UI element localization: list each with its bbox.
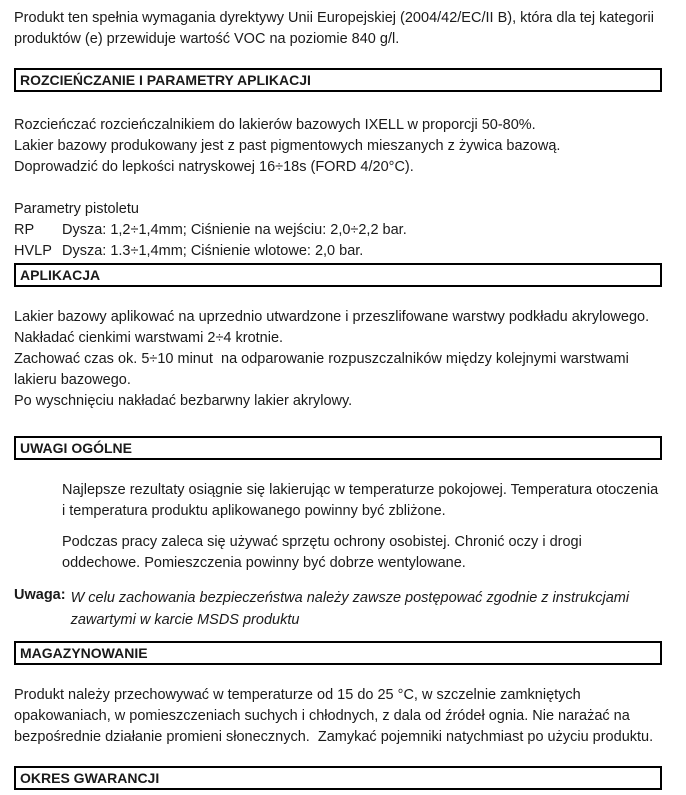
gun-type-label: RP (14, 222, 35, 238)
section-header-magazynowanie: MAGAZYNOWANIE (14, 641, 662, 665)
gun-type-value: Dysza: 1.3÷1,4mm; Ciśnienie wlotowe: 2,0 bar. (62, 243, 364, 259)
section-header-uwagi-ogolne: UWAGI OGÓLNE (14, 436, 662, 460)
general-notes-paragraph: Podczas pracy zaleca się używać sprzętu ochrony osobistej. Chronić oczy i drogi oddechowe. Pomieszczenia powinny być dobrze wentylowane. (62, 534, 586, 571)
dilution-line: Doprowadzić do lepkości natryskowej 16÷18s (FORD 4/20°C). (14, 159, 414, 175)
section-header-okres-gwarancji: OKRES GWARANCJI (14, 766, 662, 790)
gun-parameter-row (14, 241, 662, 262)
application-line: Zachować czas ok. 5÷10 minut na odparowanie rozpuszczalników między kolejnymi warstwami lakieru bazowego. (14, 351, 633, 388)
dilution-text (14, 115, 662, 178)
dilution-line: Rozcieńczać rozcieńczalnikiem do lakierów bazowych IXELL w proporcji 50-80%. (14, 117, 536, 133)
general-notes-paragraph: Najlepsze rezultaty osiągnie się lakierując w temperaturze pokojowej. Temperatura otoczenia i temperatura produktu aplikowanego powinny być zbliżone. (62, 482, 663, 519)
section-header-aplikacja: APLIKACJA (14, 263, 662, 287)
dilution-line: Lakier bazowy produkowany jest z past pigmentowych mieszanych z żywica bazową. (14, 138, 561, 154)
safety-note-label: Uwaga: (14, 587, 66, 603)
gun-parameter-row (14, 220, 662, 241)
gun-parameters-title: Parametry pistoletu (14, 201, 139, 217)
safety-note (14, 587, 662, 631)
application-line: Lakier bazowy aplikować na uprzednio utwardzone i przeszlifowane warstwy podkładu akrylowego. (14, 309, 650, 325)
gun-parameters (14, 199, 662, 262)
application-line: Nakładać cienkimi warstwami 2÷4 krotnie. (14, 330, 284, 346)
storage-paragraph: Produkt należy przechowywać w temperaturze od 15 do 25 °C, w szczelnie zamkniętych opakowaniach, w pomieszczeniach suchych i chłodnych, z dala od źródeł ognia. Nie narażać na bezpośrednie działanie promieni słonecznych. Zamykać pojemniki natychmiast po użyciu produktu. (14, 687, 654, 745)
intro-paragraph: Produkt ten spełnia wymagania dyrektywy Unii Europejskiej (2004/42/EC/II B), która dla tej kategorii produktów (e) przewiduje wartość VOC na poziomie 840 g/l. (14, 10, 658, 47)
general-notes-text (14, 480, 662, 574)
application-line: Po wyschnięciu nakładać bezbarwny lakier akrylowy. (14, 393, 353, 409)
safety-note-text: W celu zachowania bezpieczeństwa należy zawsze postępować zgodnie z instrukcjami zawartymi w karcie MSDS produktu (70, 590, 634, 628)
gun-type-label: HVLP (14, 243, 52, 259)
application-text (14, 307, 662, 412)
gun-type-value: Dysza: 1,2÷1,4mm; Ciśnienie na wejściu: 2,0÷2,2 bar. (62, 222, 407, 238)
section-header-rozcienczanie: ROZCIEŃCZANIE I PARAMETRY APLIKACJI (14, 68, 662, 92)
